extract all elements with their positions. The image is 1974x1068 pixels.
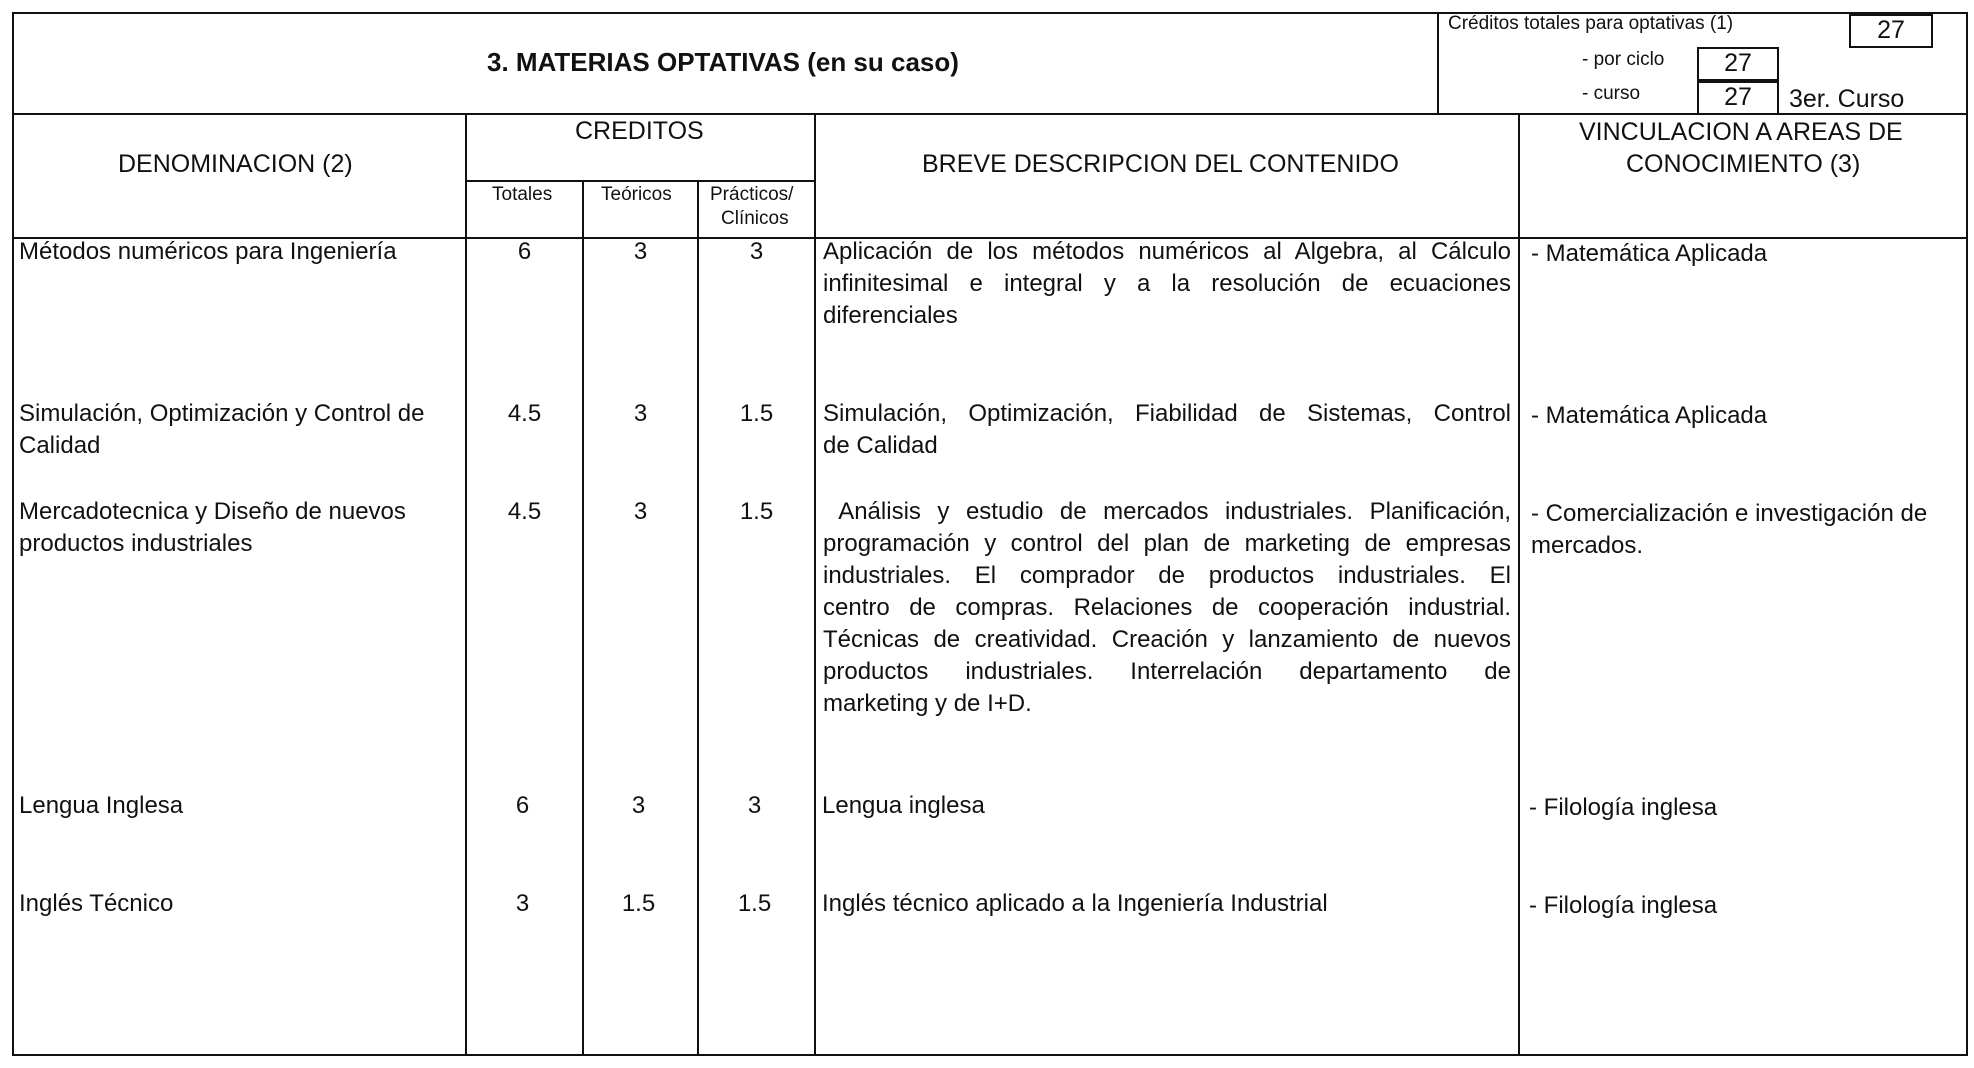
denominacion-line: Calidad — [19, 432, 101, 459]
col-header-creditos: CREDITOS — [575, 117, 704, 145]
denominacion-line: Mercadotecnica y Diseño de nuevos — [19, 498, 406, 525]
denominacion-line: Inglés Técnico — [19, 890, 174, 917]
row-descripcion — [823, 236, 1511, 332]
header-bottom-border — [12, 113, 1968, 115]
left-border — [12, 12, 14, 1056]
row-descripcion — [822, 888, 1510, 920]
descripcion-line: marketing y de I+D. — [823, 690, 1032, 717]
col-header-practicos-1: Prácticos/ — [710, 184, 794, 205]
por-ciclo-label: - por ciclo — [1582, 49, 1665, 70]
row-totales: 4.5 — [507, 400, 542, 427]
row-area — [1529, 890, 1717, 922]
row-descripcion — [822, 790, 1510, 822]
row-totales: 3 — [515, 890, 530, 917]
row-teoricos: 3 — [633, 400, 648, 427]
row-teoricos: 3 — [631, 792, 646, 819]
descripcion-line: Simulación, Optimización, Fiabilidad de Sistemas, Control — [823, 400, 1511, 427]
descripcion-line: Lengua inglesa — [822, 792, 985, 819]
col-header-teoricos: Teóricos — [601, 184, 672, 205]
row-area — [1531, 498, 1927, 562]
row-totales: 6 — [515, 792, 530, 819]
creditos-totales-value: 27 — [1849, 14, 1933, 48]
col-header-descripcion: BREVE DESCRIPCION DEL CONTENIDO — [922, 150, 1399, 178]
row-area — [1531, 400, 1767, 432]
curso-text: 3er. Curso — [1789, 85, 1905, 113]
row-teoricos: 3 — [633, 498, 648, 525]
row-teoricos: 3 — [633, 238, 648, 265]
descripcion-line: Técnicas de creatividad. Creación y lanzamiento de nuevos — [823, 626, 1511, 653]
denominacion-line: Simulación, Optimización y Control de — [19, 400, 425, 427]
area-line: - Matemática Aplicada — [1531, 240, 1768, 267]
row-practicos: 3 — [749, 238, 764, 265]
subheader-divider — [465, 180, 815, 182]
col-header-denominacion: DENOMINACION (2) — [118, 150, 353, 178]
col-div-practicos — [814, 113, 816, 1056]
descripcion-line: diferenciales — [823, 302, 958, 329]
descripcion-line: productos industriales. Interrelación departamento de — [823, 658, 1511, 685]
row-denominacion — [19, 888, 173, 920]
creditos-totales-label: Créditos totales para optativas (1) — [1448, 13, 1734, 34]
row-area — [1531, 238, 1767, 270]
right-border — [1966, 12, 1968, 1056]
row-practicos: 1.5 — [737, 890, 772, 917]
col-div-teoricos — [697, 180, 699, 1056]
row-teoricos: 1.5 — [621, 890, 656, 917]
por-ciclo-value: 27 — [1697, 47, 1779, 81]
curso-value: 27 — [1697, 81, 1779, 115]
col-div-descripcion — [1518, 113, 1520, 1056]
row-totales: 6 — [517, 238, 532, 265]
row-denominacion — [19, 790, 183, 822]
descripcion-line: programación y control del plan de marketing de empresas — [823, 530, 1511, 557]
col-header-vinculacion-2: CONOCIMIENTO (3) — [1626, 150, 1861, 178]
descripcion-line: Inglés técnico aplicado a la Ingeniería Industrial — [822, 890, 1328, 917]
area-line: - Filología inglesa — [1529, 892, 1718, 919]
area-line: - Filología inglesa — [1529, 794, 1718, 821]
descripcion-line: industriales. El comprador de productos industriales. El — [823, 562, 1511, 589]
area-line: - Matemática Aplicada — [1531, 402, 1768, 429]
row-area — [1529, 792, 1717, 824]
row-descripcion — [823, 496, 1511, 720]
descripcion-line: infinitesimal e integral y a la resolución de ecuaciones — [823, 270, 1511, 297]
descripcion-line: Análisis y estudio de mercados industriales. Planificación, — [823, 498, 1511, 525]
row-descripcion — [823, 398, 1511, 462]
descripcion-line: Aplicación de los métodos numéricos al Algebra, al Cálculo — [823, 238, 1511, 265]
header-split — [1437, 12, 1439, 115]
row-denominacion — [19, 496, 406, 560]
curso-label: - curso — [1582, 83, 1641, 104]
area-line: mercados. — [1531, 532, 1644, 559]
row-practicos: 1.5 — [739, 498, 774, 525]
col-header-vinculacion-1: VINCULACION A AREAS DE — [1579, 118, 1903, 146]
page-title: 3. MATERIAS OPTATIVAS (en su caso) — [487, 47, 959, 77]
denominacion-line: productos industriales — [19, 530, 253, 557]
col-div-totales — [582, 180, 584, 1056]
descripcion-line: centro de compras. Relaciones de cooperación industrial. — [823, 594, 1511, 621]
descripcion-line: de Calidad — [823, 432, 938, 459]
col-header-practicos-2: Clínicos — [721, 208, 789, 229]
row-totales: 4.5 — [507, 498, 542, 525]
area-line: - Comercialización e investigación de — [1531, 500, 1928, 527]
row-practicos: 1.5 — [739, 400, 774, 427]
col-header-totales: Totales — [492, 184, 553, 205]
row-denominacion — [19, 398, 425, 462]
denominacion-line: Lengua Inglesa — [19, 792, 184, 819]
bottom-border — [12, 1054, 1968, 1056]
denominacion-line: Métodos numéricos para Ingeniería — [19, 238, 397, 265]
row-practicos: 3 — [747, 792, 762, 819]
row-denominacion — [19, 236, 397, 268]
